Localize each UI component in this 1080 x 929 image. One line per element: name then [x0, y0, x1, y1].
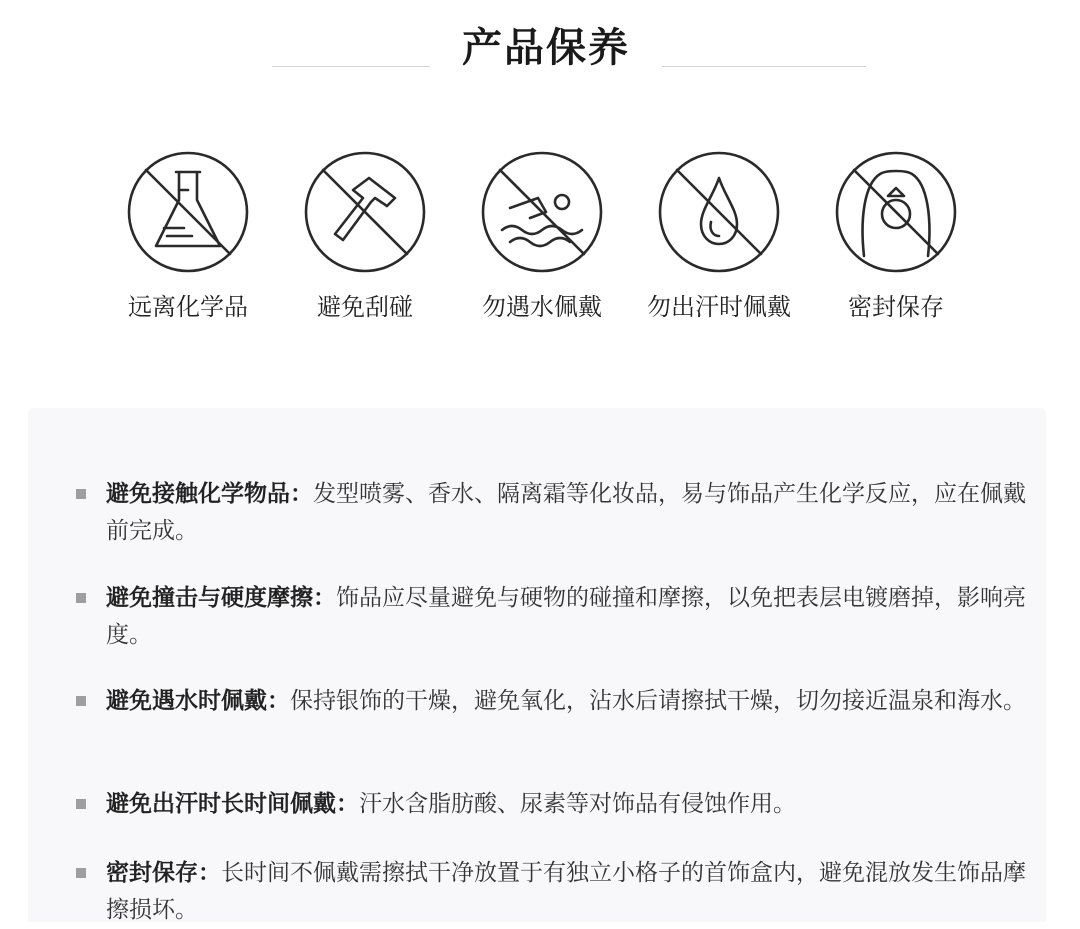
care-tip	[76, 683, 1036, 720]
care-tip-heading: 避免撞击与硬度摩擦：	[106, 585, 336, 611]
care-item-sweat	[631, 150, 807, 321]
care-tip-heading: 避免接触化学物品：	[106, 481, 313, 507]
care-tip	[76, 580, 1036, 654]
title-divider-right	[662, 66, 866, 67]
care-item-storage	[808, 150, 984, 321]
care-item-scratch	[277, 150, 453, 321]
care-tip-body: 发型喷雾、香水、隔离霜等化妆品，易与饰品产生化学反应，应在佩戴前完成。	[106, 481, 1026, 544]
no-hammer-icon	[303, 150, 427, 274]
title-row	[0, 18, 1080, 82]
care-tip-body: 饰品应尽量避免与硬物的碰撞和摩擦，以免把表层电镀磨掉，影响亮度。	[106, 585, 1026, 648]
care-tip-heading: 密封保存：	[106, 860, 221, 886]
sealed-ring-bag-icon	[834, 150, 958, 274]
care-tip	[76, 786, 1036, 823]
care-tip-heading: 避免遇水时佩戴：	[106, 688, 290, 714]
care-tip-text	[106, 786, 1036, 823]
care-tip-text	[106, 683, 1036, 720]
square-bullet-icon	[76, 489, 86, 499]
care-tip-body: 汗水含脂肪酸、尿素等对饰品有侵蚀作用。	[359, 791, 796, 817]
care-label: 避免刮碰	[317, 293, 413, 321]
care-label: 勿遇水佩戴	[482, 293, 602, 321]
square-bullet-icon	[76, 696, 86, 706]
care-item-chemicals	[100, 150, 276, 321]
care-label: 密封保存	[848, 293, 944, 321]
care-label: 远离化学品	[128, 293, 248, 321]
page-title: 产品保养	[462, 25, 630, 71]
care-tip	[76, 855, 1036, 929]
no-chemicals-flask-icon	[126, 150, 250, 274]
care-tip-body: 保持银饰的干燥，避免氧化，沾水后请擦拭干燥，切勿接近温泉和海水。	[290, 688, 1026, 714]
square-bullet-icon	[76, 593, 86, 603]
care-tip-body: 长时间不佩戴需擦拭干净放置于有独立小格子的首饰盒内，避免混放发生饰品摩擦损坏。	[106, 860, 1026, 923]
care-item-water	[454, 150, 630, 321]
square-bullet-icon	[76, 868, 86, 878]
title-divider-left	[272, 66, 430, 67]
care-tip	[76, 476, 1036, 550]
care-tip-heading: 避免出汗时长时间佩戴：	[106, 791, 359, 817]
no-sweat-drop-icon	[657, 150, 781, 274]
square-bullet-icon	[76, 799, 86, 809]
no-swimming-icon	[480, 150, 604, 274]
care-tip-text	[106, 476, 1036, 550]
care-tip-text	[106, 855, 1036, 929]
care-tip-text	[106, 580, 1036, 654]
care-label: 勿出汗时佩戴	[647, 293, 791, 321]
